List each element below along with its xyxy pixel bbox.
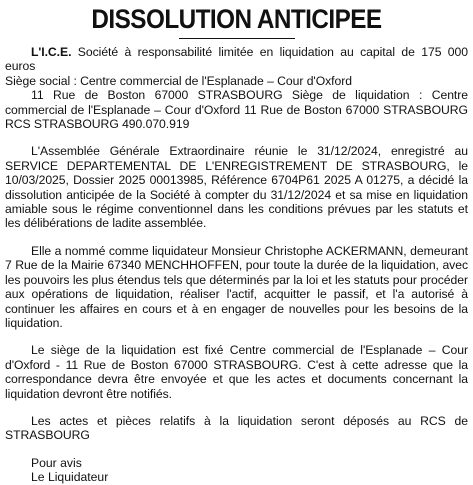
signature-line-2: Le Liquidateur [31, 470, 109, 485]
company-intro: Société à responsabilité limitée en liquidation au capital de 175 000 euros [5, 45, 468, 74]
company-details-paragraph [5, 45, 468, 131]
title-divider [179, 38, 295, 39]
notice-title: DISSOLUTION ANTICIPEE [91, 4, 382, 34]
registered-office-line: Siège social : Centre commercial de l'Esplanade – Cour d'Oxford [5, 73, 352, 88]
company-name: L'I.C.E. [31, 45, 72, 59]
signature-block [5, 456, 468, 485]
liquidator-paragraph: Elle a nommé comme liquidateur Monsieur Christophe ACKERMANN, demeurant 7 Rue de la Mairie 67340 MENCHHOFFEN, pour toute la durée de la liquidation, avec les pouvoirs les plus étendus tels que déterminés par la loi et les statuts pour procéder aux opérations de liquidation, réaliser l'actif, acquitter le passif, et l'a autorisé à continuer les affaires en cours et à en engager de nouvelles pour les besoins de la liquidation. [5, 243, 468, 330]
company-first-line [5, 45, 468, 74]
liquidation-seat-paragraph: Le siège de la liquidation est fixé Centre commercial de l'Esplanade – Cour d'Oxford - 11 Rue de Boston 67000 STRASBOURG. C'est à cette adresse que la correspondance devra être envoyée et que les actes et documents concernant la liquidation devront être notifiés. [5, 343, 468, 401]
signature-line-1: Pour avis [31, 455, 82, 470]
filing-paragraph: Les actes et pièces relatifs à la liquidation seront déposés au RCS de STRASBOURG [5, 413, 468, 443]
assembly-paragraph: L'Assemblée Générale Extraordinaire réunie le 31/12/2024, enregistré au SERVICE DEPARTEMENTAL DE L'ENREGISTREMENT DE STRASBOURG, le 10/03/2025, Dossier 2025 00013985, Référence 6704P61 2025 A 01275, a décidé la dissolution anticipée de la Société à compter du 31/12/2024 et sa mise en liquidation amiable sous le régime conventionnel dans les conditions prévues par les statuts et les délibérations de ladite assemblée. [5, 144, 468, 231]
address-line: 11 Rue de Boston 67000 STRASBOURG Siège de liquidation : Centre commercial de l'Esplanade – Cour d'Oxford 11 Rue de Boston 67000 STRASBOURG RCS STRASBOURG 490.070.919 [5, 88, 468, 132]
